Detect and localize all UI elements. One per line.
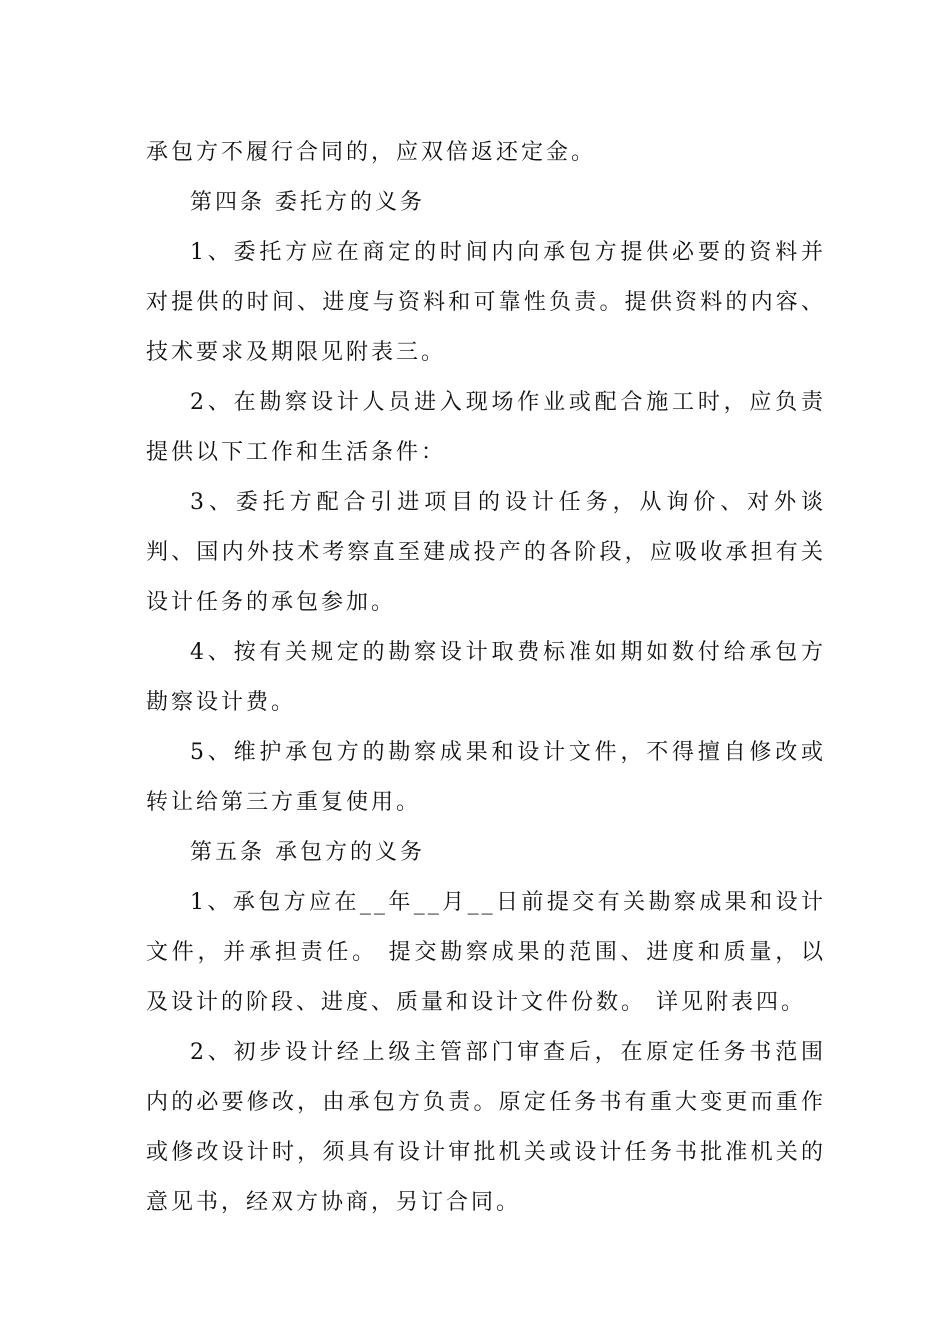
article-5-item-1: 1、承包方应在__年__月__日前提交有关勘察成果和设计文件，并承担责任。 提交勘察成果的范围、进度和质量，以及设计的阶段、进度、质量和设计文件份数。 详见附表四。 (146, 890, 826, 1015)
document-body (146, 128, 826, 1228)
article-4-item-3: 3、委托方配合引进项目的设计任务，从询价、对外谈判、国内外技术考察直至建成投产的各阶段，应吸收承担有关设计任务的承包参加。 (146, 490, 826, 615)
article-5-item-2: 2、初步设计经上级主管部门审查后，在原定任务书范围内的必要修改，由承包方负责。原定任务书有重大变更而重作或修改设计时，须具有设计审批机关或设计任务书批准机关的意见书，经双方协商，另订合同。 (146, 1040, 826, 1215)
article-4-item-5: 5、维护承包方的勘察成果和设计文件，不得擅自修改或转让给第三方重复使用。 (146, 740, 826, 815)
article-4-heading: 第四条 委托方的义务 (190, 190, 425, 215)
article-5-heading: 第五条 承包方的义务 (190, 840, 425, 865)
article-4-item-4: 4、按有关规定的勘察设计取费标准如期如数付给承包方勘察设计费。 (146, 640, 826, 715)
paragraph-deposit-clause: 承包方不履行合同的，应双倍返还定金。 (146, 140, 597, 165)
article-4-item-1: 1、委托方应在商定的时间内向承包方提供必要的资料并对提供的时间、进度与资料和可靠性负责。提供资料的内容、技术要求及期限见附表三。 (146, 240, 826, 365)
article-4-item-2: 2、在勘察设计人员进入现场作业或配合施工时，应负责提供以下工作和生活条件： (146, 390, 826, 465)
